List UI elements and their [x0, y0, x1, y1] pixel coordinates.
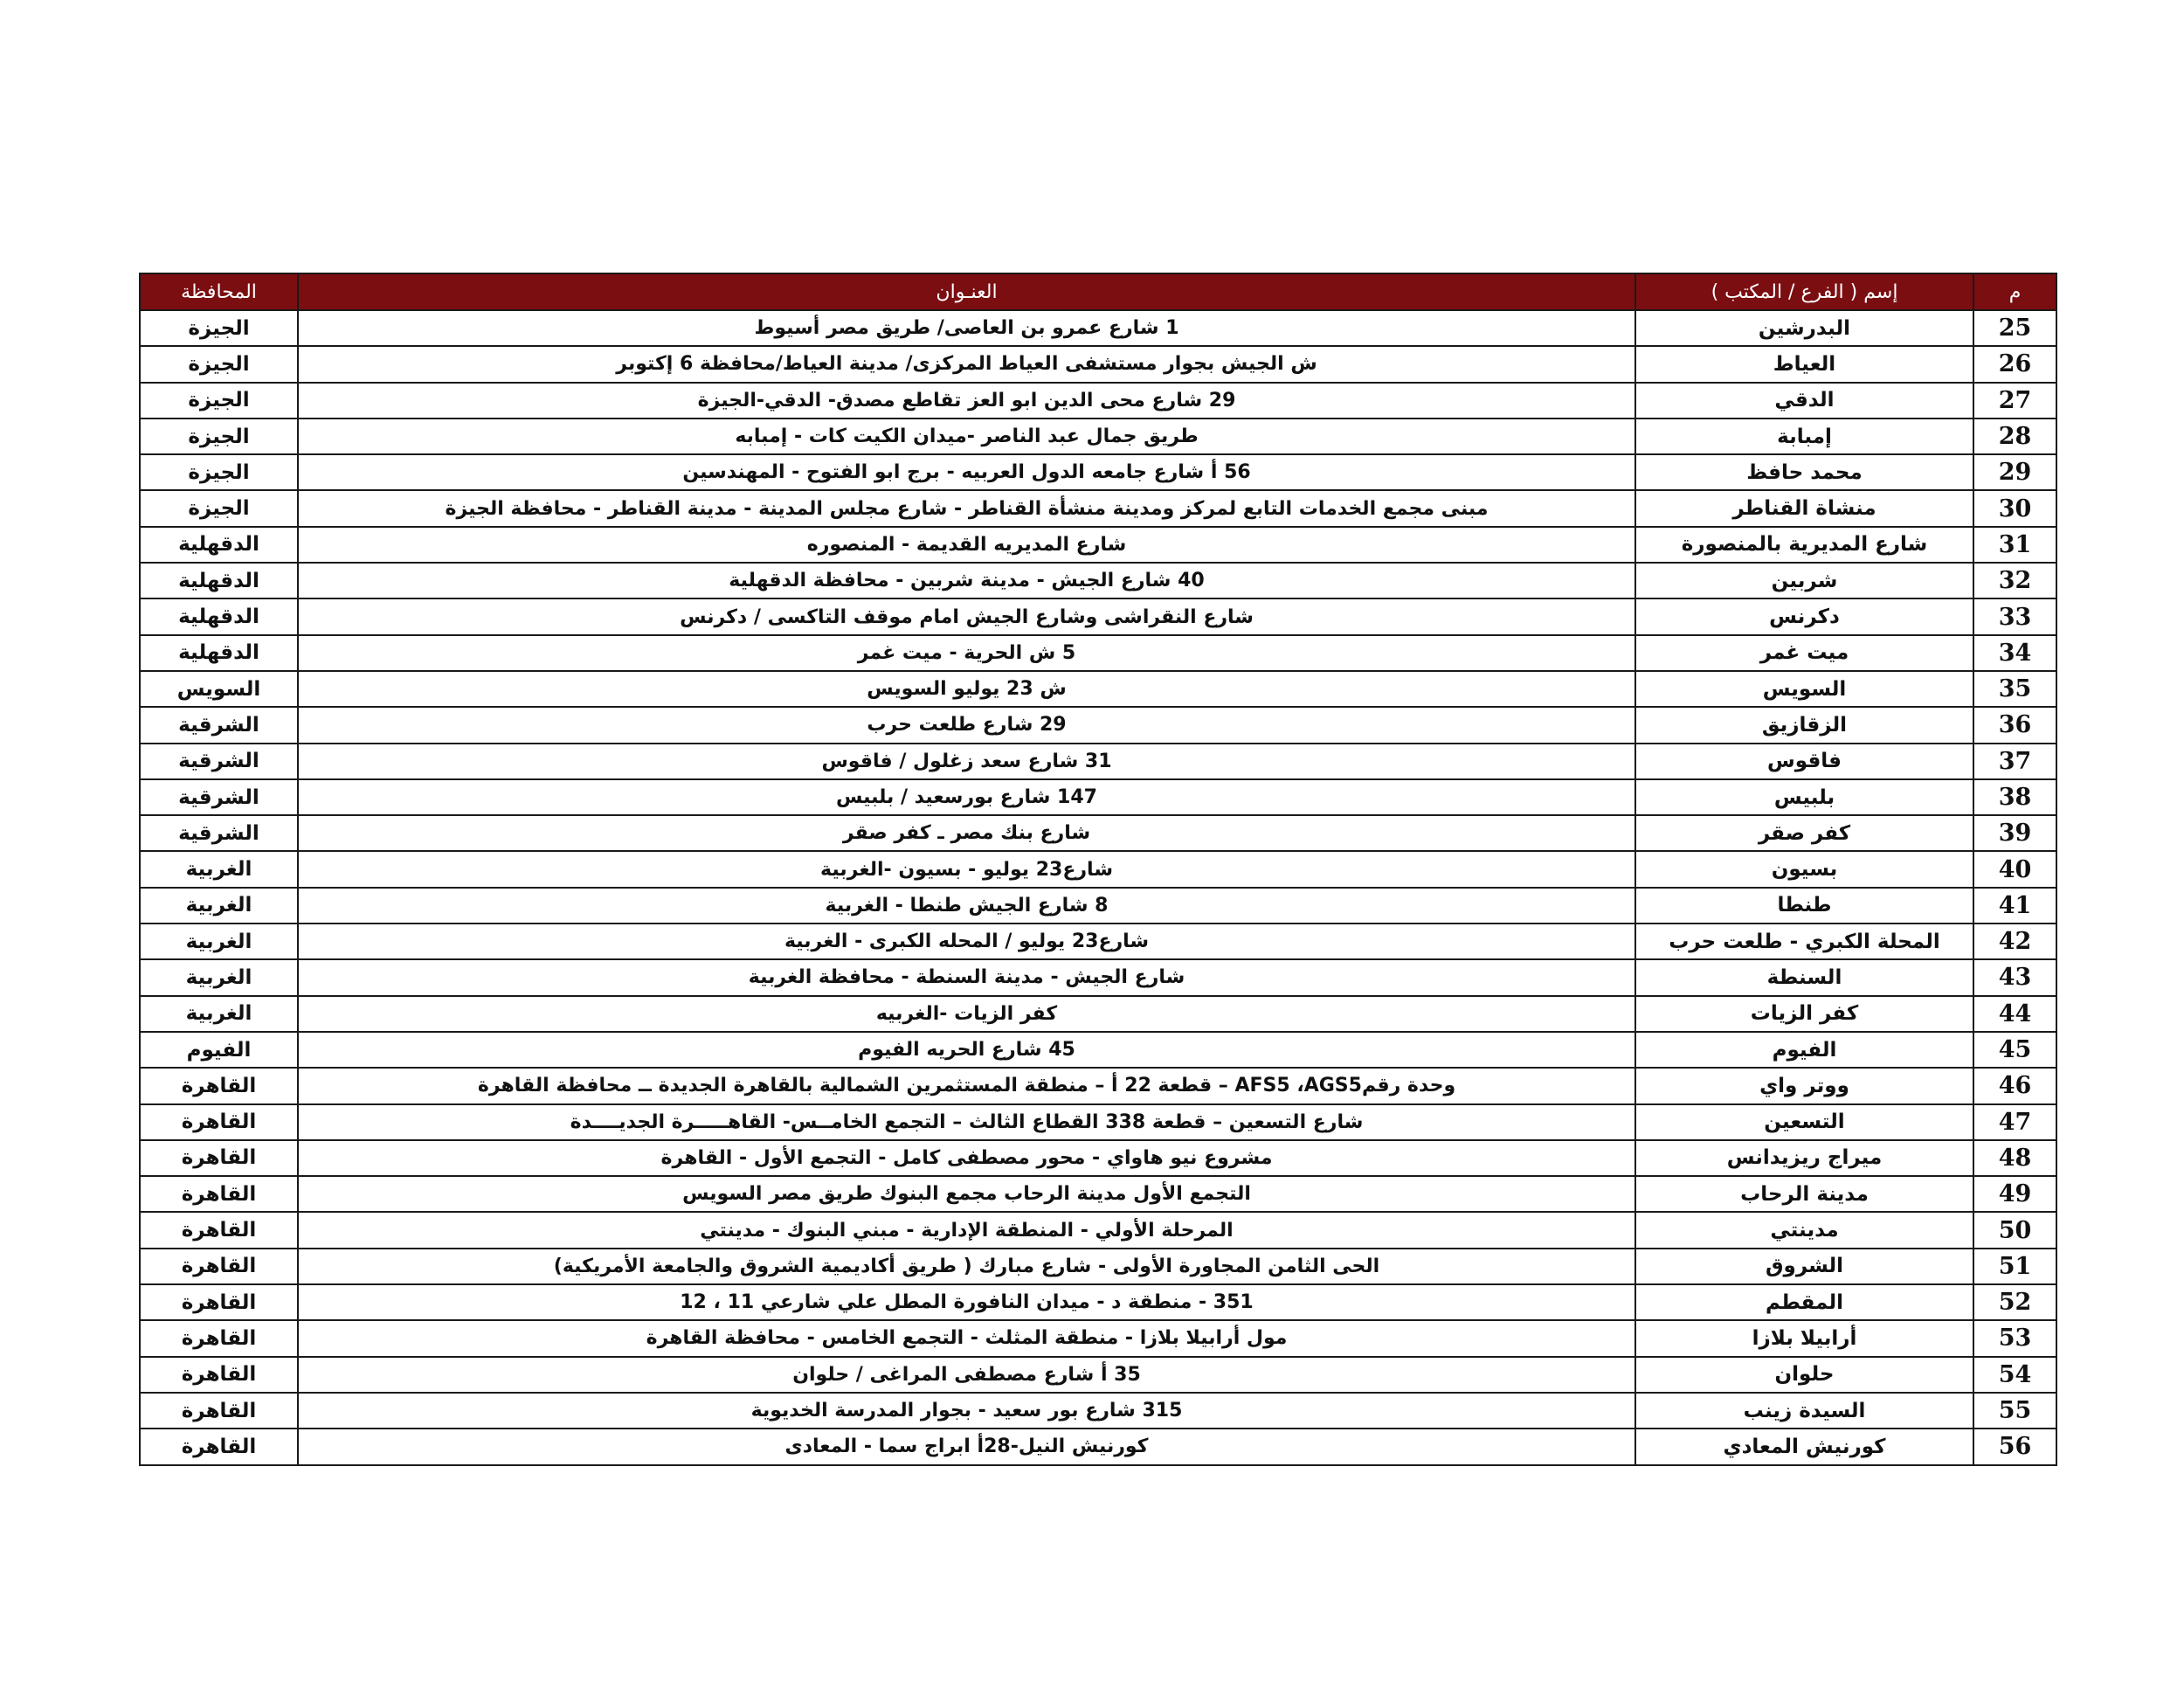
row-number: 47: [1973, 1104, 2056, 1140]
row-number: 35: [1973, 671, 2056, 707]
governorate: القاهرة: [140, 1176, 298, 1212]
branch-name: شربين: [1635, 563, 1973, 598]
branch-name: إمبابة: [1635, 419, 1973, 454]
table-row: [140, 598, 2056, 634]
header-governorate: المحافظة: [140, 273, 298, 310]
branch-name: المحلة الكبري - طلعت حرب: [1635, 924, 1973, 959]
branch-address: 40 شارع الجيش - مدينة شربين - محافظة الدقهلية: [298, 563, 1635, 598]
governorate: الجيزة: [140, 419, 298, 454]
header-branch-name: إسم ( الفرع / المكتب ): [1635, 273, 1973, 310]
row-number: 37: [1973, 744, 2056, 779]
table-row: [140, 1068, 2056, 1103]
branch-address: 315 شارع بور سعيد - بجوار المدرسة الخديوية: [298, 1393, 1635, 1429]
table-row: [140, 707, 2056, 743]
branch-name: السويس: [1635, 671, 1973, 707]
row-number: 56: [1973, 1429, 2056, 1464]
row-number: 34: [1973, 635, 2056, 671]
branch-address: ش الجيش بجوار مستشفى العياط المركزى/ مدينة العياط/محافظة 6 إكتوبر: [298, 346, 1635, 382]
table-row: [140, 779, 2056, 815]
row-number: 49: [1973, 1176, 2056, 1212]
row-number: 52: [1973, 1284, 2056, 1320]
governorate: القاهرة: [140, 1357, 298, 1393]
branch-address: 5 ش الحرية - ميت غمر: [298, 635, 1635, 671]
table-row: [140, 635, 2056, 671]
governorate: الفيوم: [140, 1032, 298, 1068]
row-number: 36: [1973, 707, 2056, 743]
table-row: [140, 1357, 2056, 1393]
row-number: 27: [1973, 383, 2056, 419]
governorate: القاهرة: [140, 1429, 298, 1464]
branch-name: كفر صقر: [1635, 815, 1973, 851]
table-row: [140, 383, 2056, 419]
branch-address: شارع النقراشى وشارع الجيش امام موقف التاكسى / دكرنس: [298, 598, 1635, 634]
table-row: [140, 563, 2056, 598]
branch-name: حلوان: [1635, 1357, 1973, 1393]
table-row: [140, 346, 2056, 382]
branch-address: شارع23 يوليو / المحله الكبرى - الغربية: [298, 924, 1635, 959]
row-number: 44: [1973, 996, 2056, 1032]
governorate: القاهرة: [140, 1320, 298, 1356]
table-row: [140, 888, 2056, 924]
governorate: الجيزة: [140, 346, 298, 382]
header-number: م: [1973, 273, 2056, 310]
branch-name: العياط: [1635, 346, 1973, 382]
branch-address: 147 شارع بورسعيد / بلبيس: [298, 779, 1635, 815]
branch-name: منشاة القناطر: [1635, 490, 1973, 526]
branch-address: شارع الجيش - مدينة السنطة - محافظة الغربية: [298, 959, 1635, 995]
governorate: القاهرة: [140, 1104, 298, 1140]
table-row: [140, 419, 2056, 454]
branch-address: مشروع نيو هاواي - محور مصطفى كامل - التجمع الأول - القاهرة: [298, 1140, 1635, 1176]
table-row: [140, 996, 2056, 1032]
table-row: [140, 1212, 2056, 1248]
branch-address: شارع المديريه القديمة - المنصوره: [298, 527, 1635, 563]
table-body: [140, 310, 2056, 1465]
table-row: [140, 1104, 2056, 1140]
branch-name: الدقي: [1635, 383, 1973, 419]
table-row: [140, 310, 2056, 346]
branch-name: كورنيش المعادي: [1635, 1429, 1973, 1464]
branch-address: مول أرابيلا بلازا - منطقة المثلث - التجمع الخامس - محافظة القاهرة: [298, 1320, 1635, 1356]
table-row: [140, 959, 2056, 995]
table-row: [140, 1320, 2056, 1356]
branch-address: التجمع الأول مدينة الرحاب مجمع البنوك طريق مصر السويس: [298, 1176, 1635, 1212]
branch-address: 31 شارع سعد زغلول / فاقوس: [298, 744, 1635, 779]
row-number: 53: [1973, 1320, 2056, 1356]
governorate: الشرقية: [140, 779, 298, 815]
row-number: 54: [1973, 1357, 2056, 1393]
governorate: الغربية: [140, 924, 298, 959]
governorate: الدقهلية: [140, 527, 298, 563]
branch-name: فاقوس: [1635, 744, 1973, 779]
table-row: [140, 1032, 2056, 1068]
branch-address: كورنيش النيل-28أ ابراج سما - المعادى: [298, 1429, 1635, 1464]
branch-address: 351 - منطقة د - ميدان النافورة المطل علي شارعي 11 ، 12: [298, 1284, 1635, 1320]
branch-address: 29 شارع محى الدين ابو العز تقاطع مصدق- الدقي-الجيزة: [298, 383, 1635, 419]
governorate: القاهرة: [140, 1284, 298, 1320]
governorate: القاهرة: [140, 1249, 298, 1284]
row-number: 38: [1973, 779, 2056, 815]
row-number: 43: [1973, 959, 2056, 995]
table-row: [140, 1140, 2056, 1176]
branch-name: مدينة الرحاب: [1635, 1176, 1973, 1212]
table-row: [140, 924, 2056, 959]
governorate: الجيزة: [140, 383, 298, 419]
branch-name: شارع المديرية بالمنصورة: [1635, 527, 1973, 563]
row-number: 45: [1973, 1032, 2056, 1068]
branch-address: شارع بنك مصر ـ كفر صقر: [298, 815, 1635, 851]
branches-table: [139, 273, 2057, 1466]
branch-name: السنطة: [1635, 959, 1973, 995]
row-number: 41: [1973, 888, 2056, 924]
governorate: الدقهلية: [140, 598, 298, 634]
governorate: الغربية: [140, 996, 298, 1032]
branch-address: وحدة رقمAFS5 ،AGS5 – قطعة 22 أ – منطقة المستثمرين الشمالية بالقاهرة الجديدة ــ محافظة القاهرة: [298, 1068, 1635, 1103]
governorate: القاهرة: [140, 1068, 298, 1103]
branch-address: 45 شارع الحريه الفيوم: [298, 1032, 1635, 1068]
table-row: [140, 1393, 2056, 1429]
table-row: [140, 527, 2056, 563]
branch-address: 8 شارع الجيش طنطا - الغربية: [298, 888, 1635, 924]
table-row: [140, 490, 2056, 526]
table-row: [140, 1284, 2056, 1320]
row-number: 42: [1973, 924, 2056, 959]
row-number: 28: [1973, 419, 2056, 454]
branch-name: البدرشين: [1635, 310, 1973, 346]
branch-name: كفر الزيات: [1635, 996, 1973, 1032]
row-number: 55: [1973, 1393, 2056, 1429]
branch-name: أرابيلا بلازا: [1635, 1320, 1973, 1356]
branch-name: الفيوم: [1635, 1032, 1973, 1068]
branch-address: الحى الثامن المجاورة الأولى - شارع مبارك ( طريق أكاديمية الشروق والجامعة الأمريكية): [298, 1249, 1635, 1284]
branch-name: التسعين: [1635, 1104, 1973, 1140]
branch-name: الشروق: [1635, 1249, 1973, 1284]
row-number: 33: [1973, 598, 2056, 634]
row-number: 48: [1973, 1140, 2056, 1176]
branch-address: 56 أ شارع جامعه الدول العربيه - برج ابو الفتوح - المهندسين: [298, 454, 1635, 490]
branch-name: ميراج ريزيدانس: [1635, 1140, 1973, 1176]
governorate: الغربية: [140, 959, 298, 995]
governorate: الدقهلية: [140, 563, 298, 598]
governorate: الغربية: [140, 851, 298, 887]
branch-address: 35 أ شارع مصطفى المراغى / حلوان: [298, 1357, 1635, 1393]
branch-name: محمد حافظ: [1635, 454, 1973, 490]
branch-name: ووتر واي: [1635, 1068, 1973, 1103]
table-row: [140, 744, 2056, 779]
row-number: 31: [1973, 527, 2056, 563]
table-row: [140, 1429, 2056, 1464]
row-number: 29: [1973, 454, 2056, 490]
row-number: 25: [1973, 310, 2056, 346]
row-number: 30: [1973, 490, 2056, 526]
branch-address: ش 23 يوليو السويس: [298, 671, 1635, 707]
branch-name: بلبيس: [1635, 779, 1973, 815]
header-address: العنـوان: [298, 273, 1635, 310]
branch-name: دكرنس: [1635, 598, 1973, 634]
table-row: [140, 671, 2056, 707]
table-row: [140, 1176, 2056, 1212]
branch-name: بسيون: [1635, 851, 1973, 887]
branch-name: الزقازيق: [1635, 707, 1973, 743]
branch-name: المقطم: [1635, 1284, 1973, 1320]
governorate: الجيزة: [140, 454, 298, 490]
branch-address: طريق جمال عبد الناصر -ميدان الكيت كات - إمبابه: [298, 419, 1635, 454]
row-number: 32: [1973, 563, 2056, 598]
row-number: 46: [1973, 1068, 2056, 1103]
branch-address: شارع23 يوليو - بسيون -الغربية: [298, 851, 1635, 887]
governorate: القاهرة: [140, 1140, 298, 1176]
branch-address: المرحلة الأولي - المنطقة الإدارية - مبني البنوك - مدينتي: [298, 1212, 1635, 1248]
row-number: 51: [1973, 1249, 2056, 1284]
row-number: 26: [1973, 346, 2056, 382]
branch-address: 1 شارع عمرو بن العاصى/ طريق مصر أسيوط: [298, 310, 1635, 346]
table-row: [140, 454, 2056, 490]
header-row: [140, 273, 2056, 310]
branch-address: شارع التسعين – قطعة 338 القطاع الثالث – التجمع الخامــس- القاهـــــرة الجديــــدة: [298, 1104, 1635, 1140]
governorate: القاهرة: [140, 1212, 298, 1248]
branch-name: ميت غمر: [1635, 635, 1973, 671]
row-number: 39: [1973, 815, 2056, 851]
governorate: الدقهلية: [140, 635, 298, 671]
row-number: 40: [1973, 851, 2056, 887]
governorate: الشرقية: [140, 707, 298, 743]
governorate: الجيزة: [140, 310, 298, 346]
governorate: الشرقية: [140, 744, 298, 779]
branch-name: طنطا: [1635, 888, 1973, 924]
branch-name: مدينتي: [1635, 1212, 1973, 1248]
governorate: السويس: [140, 671, 298, 707]
row-number: 50: [1973, 1212, 2056, 1248]
governorate: القاهرة: [140, 1393, 298, 1429]
table-row: [140, 851, 2056, 887]
branch-address: 29 شارع طلعت حرب: [298, 707, 1635, 743]
table-row: [140, 1249, 2056, 1284]
branch-address: مبنى مجمع الخدمات التابع لمركز ومدينة منشأة القناطر - شارع مجلس المدينة - مدينة القناطر - محافظة الجيزة: [298, 490, 1635, 526]
table-row: [140, 815, 2056, 851]
governorate: الغربية: [140, 888, 298, 924]
governorate: الجيزة: [140, 490, 298, 526]
branch-name: السيدة زينب: [1635, 1393, 1973, 1429]
branch-address: كفر الزيات -الغربيه: [298, 996, 1635, 1032]
governorate: الشرقية: [140, 815, 298, 851]
